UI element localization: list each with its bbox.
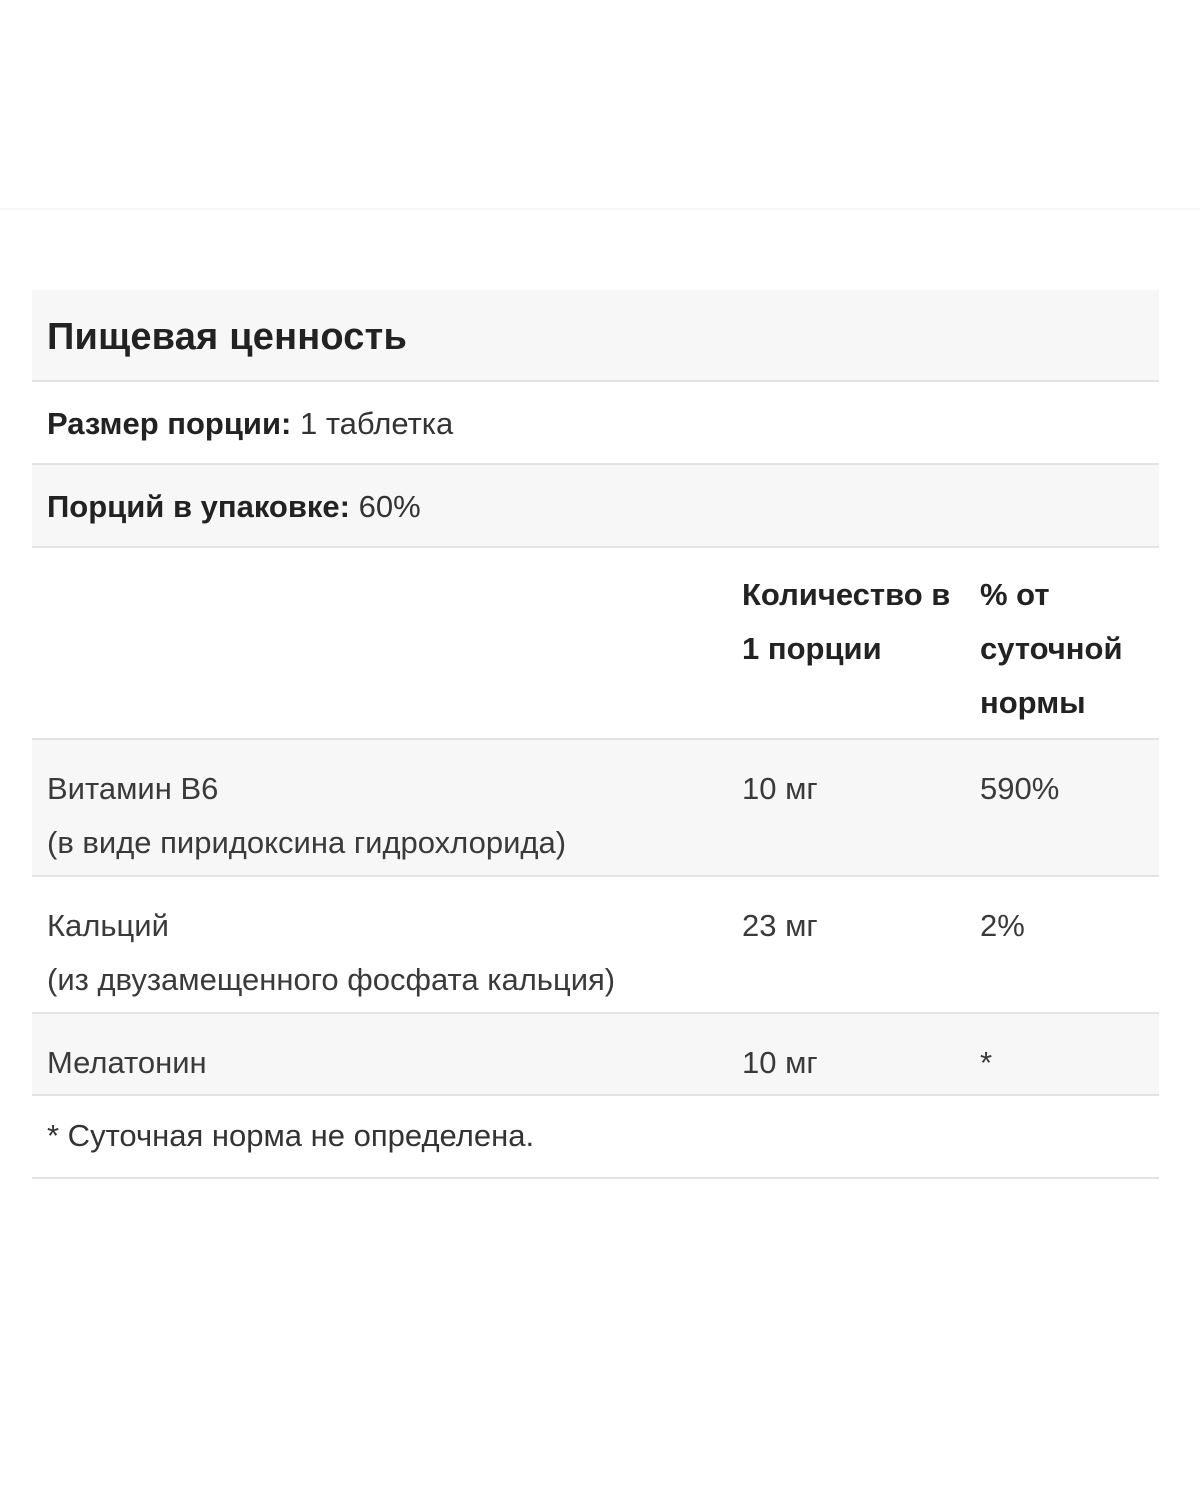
nutrient-amount: 23 мг [742,908,818,943]
serving-size-row [32,382,1159,465]
nutrient-amount: 10 мг [742,771,818,806]
footnote: * Суточная норма не определена. [47,1118,535,1153]
servings-per-container-label: Порций в упаковке: [47,489,350,524]
nutrient-detail: (из двузамещенного фосфата кальция) [47,962,616,997]
serving-size-label: Размер порции: [47,406,292,441]
nutrient-name-cell [47,762,727,870]
daily-value-column-header: % от суточной нормы [980,577,1123,720]
nutrient-name-cell [47,1036,727,1090]
nutrient-daily-value: * [980,1045,993,1080]
nutrient-name: Мелатонин [47,1045,207,1080]
top-divider [0,208,1200,210]
table-header-row [32,548,1159,740]
servings-per-container-row [32,465,1159,548]
nutrient-name-cell [47,899,727,1007]
table-row [32,740,1159,877]
table-row [32,877,1159,1014]
table-row [32,1014,1159,1096]
footnote-row [32,1096,1159,1179]
serving-size-value: 1 таблетка [299,406,454,441]
nutrient-name: Кальций [47,908,169,943]
nutrition-facts-panel [32,290,1159,1179]
amount-column-header: Количество в 1 порции [742,577,951,666]
nutrient-detail: (в виде пиридоксина гидрохлорида) [47,825,567,860]
title-row [32,290,1159,382]
nutrient-name: Витамин B6 [47,771,219,806]
servings-per-container-value: 60% [358,489,421,524]
nutrient-daily-value: 590% [980,771,1060,806]
serving-size [47,406,453,442]
servings-per-container [47,489,421,525]
panel-title: Пищевая ценность [47,316,408,358]
nutrient-amount: 10 мг [742,1045,818,1080]
nutrient-daily-value: 2% [980,908,1025,943]
